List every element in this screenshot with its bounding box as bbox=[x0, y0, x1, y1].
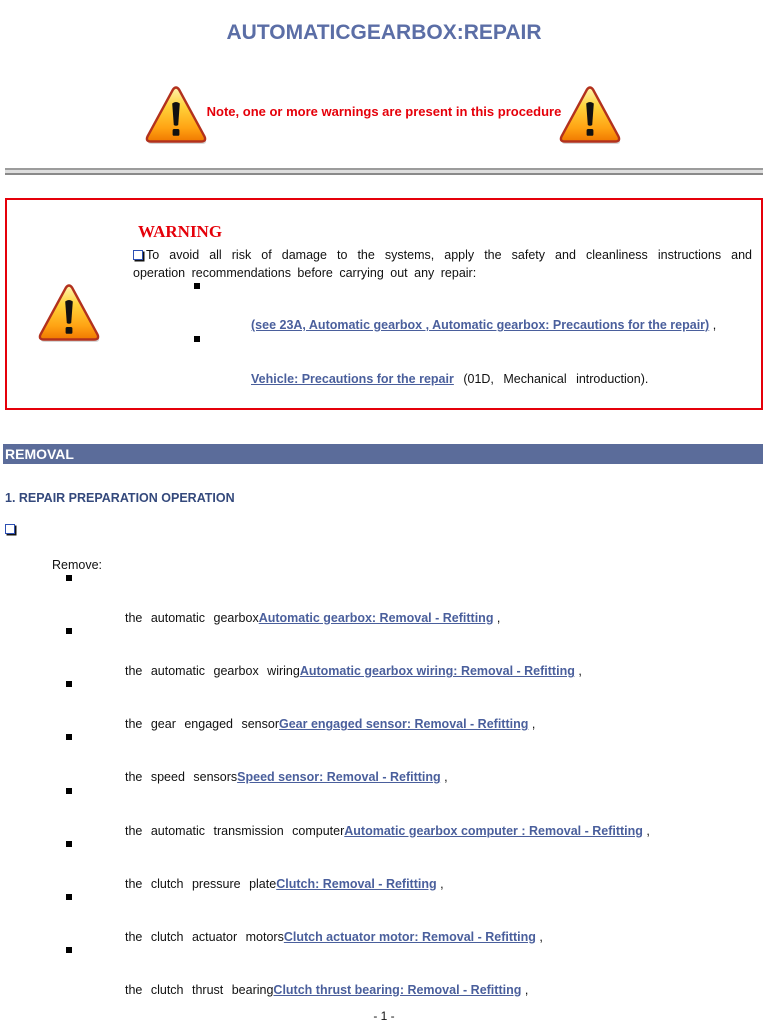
list-item bbox=[0, 570, 768, 623]
warning-box bbox=[5, 198, 763, 410]
warning-note: Note, one or more warnings are present in this procedure bbox=[206, 104, 562, 119]
warning-item-suffix: (01D, Mechanical introduction). bbox=[453, 372, 649, 386]
horizontal-rule bbox=[5, 168, 763, 175]
remove-label: Remove: bbox=[52, 558, 103, 572]
removal-list bbox=[0, 570, 768, 995]
list-item-text: the clutch pressure plate bbox=[125, 876, 277, 891]
list-item-suffix: , bbox=[642, 823, 650, 838]
link-gearbox-precautions-for-the-repair[interactable]: (see 23A, Automatic gearbox , Automatic gearbox: Precautions for the repair) bbox=[251, 318, 710, 332]
page-number: - 1 - bbox=[373, 1009, 395, 1023]
list-item bbox=[0, 623, 768, 679]
section-header-removal: REMOVAL bbox=[3, 444, 763, 464]
link-speed-sensor-removal-refitting[interactable]: Speed sensor: Removal - Refitting bbox=[237, 770, 441, 785]
list-item bbox=[0, 783, 768, 836]
list-item bbox=[0, 889, 768, 942]
list-item bbox=[0, 836, 768, 889]
warning-intro-text: To avoid all risk of damage to the systems, apply the safety and cleanliness instructions and operation recommendations before carrying out any repair: bbox=[133, 248, 752, 280]
list-item-text: the automatic gearbox wiring bbox=[125, 664, 300, 679]
step-title: 1. REPAIR PREPARATION OPERATION bbox=[5, 491, 235, 505]
square-bullet-icon bbox=[194, 283, 200, 289]
list-item-text: the speed sensors bbox=[125, 770, 238, 785]
list-item-suffix: , bbox=[436, 876, 444, 891]
list-item-suffix: , bbox=[528, 717, 536, 732]
warning-item bbox=[251, 371, 648, 387]
list-item bbox=[0, 942, 768, 995]
square-bullet-icon bbox=[66, 628, 72, 634]
list-item-text: the automatic transmission computer bbox=[125, 823, 345, 838]
link-clutch-actuator-motor-removal-refitting[interactable]: Clutch actuator motor: Removal - Refitting bbox=[283, 929, 536, 944]
square-bullet-icon bbox=[66, 947, 72, 953]
checkbox-square-icon bbox=[5, 524, 15, 534]
link-vehicle-precautions-for-the-repair[interactable]: Vehicle: Precautions for the repair bbox=[251, 372, 454, 386]
list-item-text: the clutch thrust bearing bbox=[125, 982, 274, 997]
list-item bbox=[0, 676, 768, 732]
list-item bbox=[0, 729, 768, 785]
list-item-suffix: , bbox=[493, 611, 501, 625]
warning-triangle-icon bbox=[559, 84, 621, 147]
list-item-suffix: , bbox=[574, 664, 582, 679]
link-automatic-gearbox-removal-refitting[interactable]: Automatic gearbox: Removal - Refitting bbox=[258, 611, 494, 625]
checkbox-square-icon bbox=[133, 250, 143, 260]
list-item-suffix: , bbox=[440, 770, 448, 785]
link-gearbox-wiring-removal-refitting[interactable]: Automatic gearbox wiring: Removal - Refitting bbox=[299, 664, 575, 679]
warning-heading: WARNING bbox=[138, 222, 223, 241]
list-item-text: the gear engaged sensor bbox=[125, 717, 279, 732]
link-gear-engaged-sensor-removal-refitting[interactable]: Gear engaged sensor: Removal - Refitting bbox=[279, 717, 529, 732]
list-item-suffix: , bbox=[521, 982, 529, 997]
list-item-line bbox=[125, 982, 528, 998]
list-item-text: the clutch actuator motors bbox=[125, 929, 284, 944]
warning-intro-paragraph bbox=[133, 246, 752, 282]
square-bullet-icon bbox=[66, 681, 72, 687]
list-item-suffix: , bbox=[535, 929, 543, 944]
square-bullet-icon bbox=[66, 734, 72, 740]
square-bullet-icon bbox=[66, 788, 72, 794]
square-bullet-icon bbox=[194, 336, 200, 342]
warning-item bbox=[251, 317, 716, 333]
square-bullet-icon bbox=[66, 841, 72, 847]
link-clutch-thrust-bearing-removal-refitting[interactable]: Clutch thrust bearing: Removal - Refitting bbox=[273, 982, 522, 997]
warning-item-suffix: , bbox=[709, 318, 717, 332]
link-gearbox-computer-removal-refitting[interactable]: Automatic gearbox computer : Removal - Refitting bbox=[344, 823, 643, 838]
page-title: AUTOMATICGEARBOX:REPAIR bbox=[226, 21, 542, 44]
link-clutch-removal-refitting[interactable]: Clutch: Removal - Refitting bbox=[276, 876, 437, 891]
warning-triangle-icon bbox=[38, 282, 100, 345]
square-bullet-icon bbox=[66, 575, 72, 581]
square-bullet-icon bbox=[66, 894, 72, 900]
list-item-text: the automatic gearbox bbox=[125, 611, 259, 625]
